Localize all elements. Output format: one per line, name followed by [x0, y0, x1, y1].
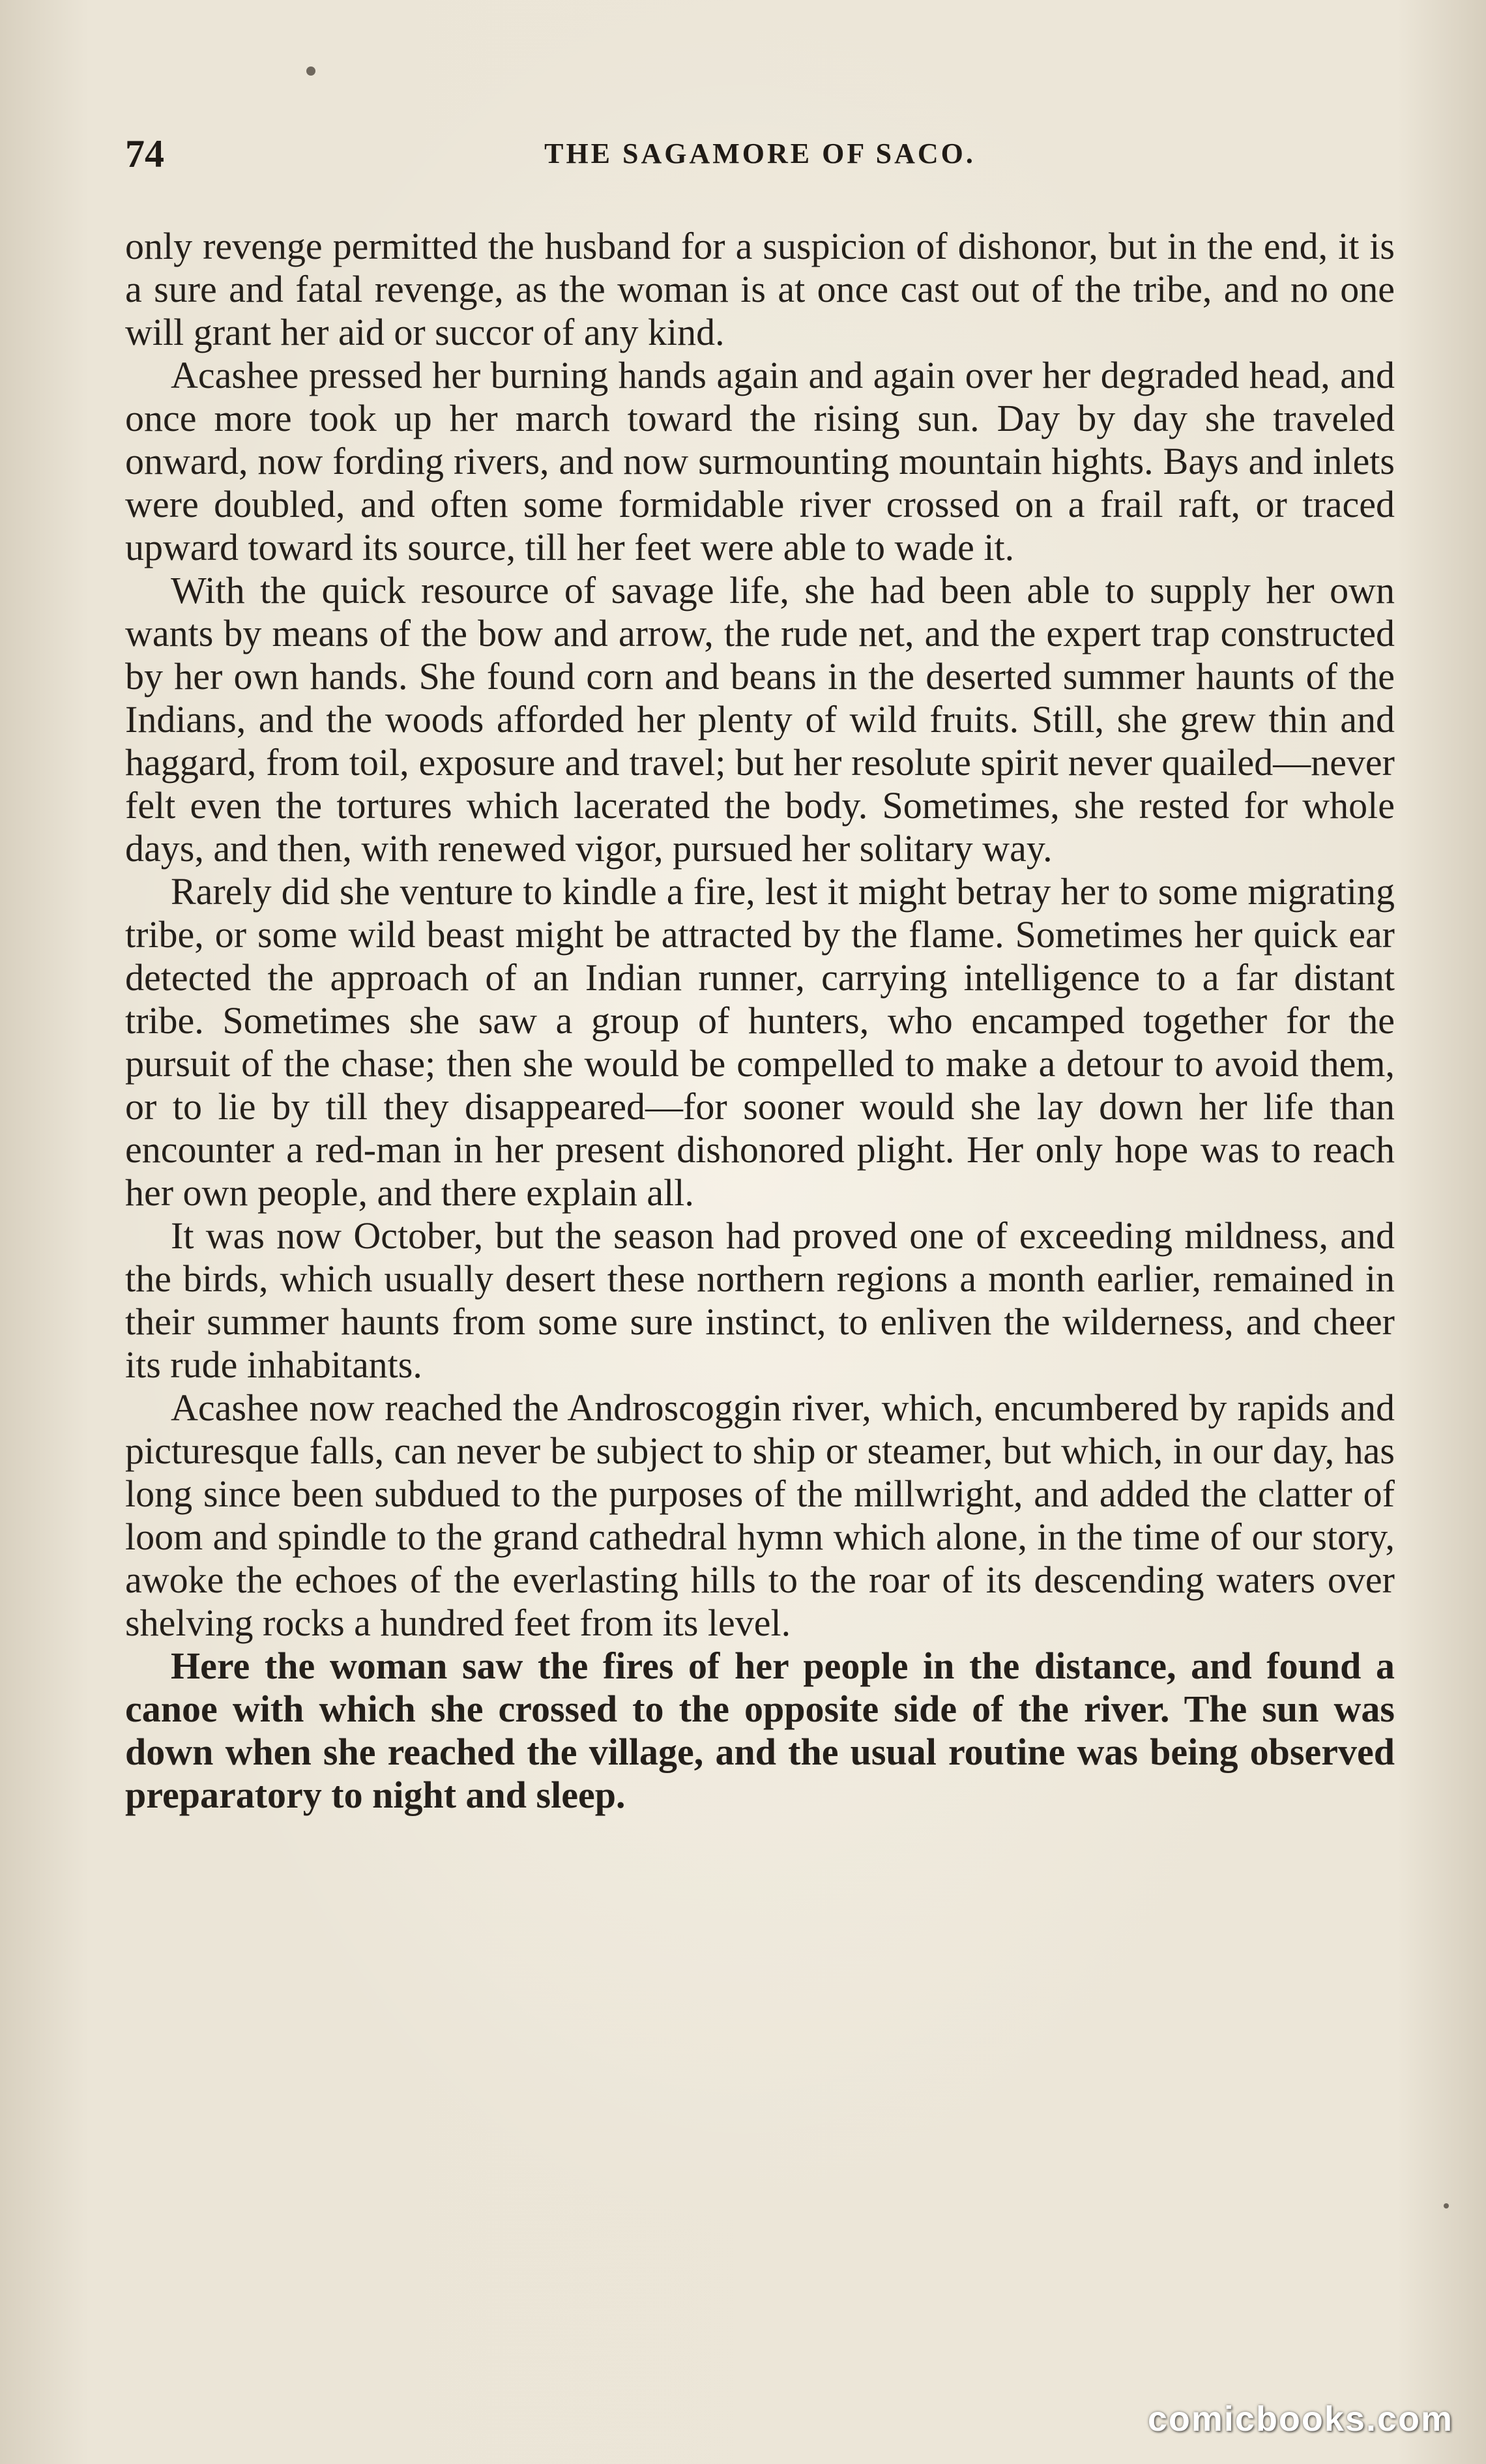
- paragraph: With the quick resource of savage life, she had been able to supply her own wants by means of the bow and arrow, the rude net, and the expert trap constructed by her own hands. She found corn and beans in the deserted summer haunts of the Indians, and the woods afforded her plenty of wild fruits. Still, she grew thin and haggard, from toil, exposure and travel; but her resolute spirit never quailed—never felt even the tortures which lacerated the body. Sometimes, she rested for whole days, and then, with renewed vigor, pursued her solitary way.: [125, 569, 1395, 870]
- ink-speck: [1444, 2203, 1449, 2208]
- body-text: [125, 225, 1395, 1817]
- paragraph: Acashee pressed her burning hands again and again over her degraded head, and once more took up her march toward the rising sun. Day by day she traveled onward, now fording rivers, and now surmounting mountain hights. Bays and inlets were doubled, and often some formidable river crossed on a frail raft, or traced upward toward its source, till her feet were able to wade it.: [125, 354, 1395, 568]
- paragraph: Rarely did she venture to kindle a fire, lest it might betray her to some migrating tribe, or some wild beast might be attracted by the flame. Sometimes her quick ear detected the approach of an Indian runner, carrying intelligence to a far distant tribe. Sometimes she saw a group of hunters, who encamped together for the pursuit of the chase; then she would be compelled to make a detour to avoid them, or to lie by till they disappeared—for sooner would she lay down her life than encounter a red-man in her present dishonored plight. Her only hope was to reach her own people, and there explain all.: [125, 870, 1395, 1214]
- running-title: THE SAGAMORE OF SACO.: [544, 138, 976, 169]
- paragraph: Acashee now reached the Androscoggin river, which, encumbered by rapids and picturesque falls, can never be subject to ship or steamer, but which, in our day, has long since been subdued to the purposes of the millwright, and added the clatter of loom and spindle to the grand cathedral hymn which alone, in the time of our story, awoke the echoes of the everlasting hills to the roar of its descending waters over shelving rocks a hundred feet from its level.: [125, 1386, 1395, 1644]
- paragraph: only revenge permitted the husband for a suspicion of dishonor, but in the end, it is a sure and fatal revenge, as the woman is at once cast out of the tribe, and no one will grant her aid or succor of any kind.: [125, 225, 1395, 353]
- page-number: 74: [125, 132, 164, 175]
- page-header: [125, 128, 1395, 180]
- ink-speck: [306, 66, 315, 76]
- paragraph: It was now October, but the season had proved one of exceeding mildness, and the birds, which usually desert these northern regions a month earlier, remained in their summer haunts from some sure instinct, to enliven the wilderness, and cheer its rude inhabitants.: [125, 1214, 1395, 1386]
- paragraph: Here the woman saw the fires of her people in the distance, and found a canoe with which she crossed to the opposite side of the river. The sun was down when she reached the village, and the usual routine was being observed preparatory to night and sleep.: [125, 1645, 1395, 1816]
- site-watermark: comicbooks.com: [1147, 2399, 1453, 2439]
